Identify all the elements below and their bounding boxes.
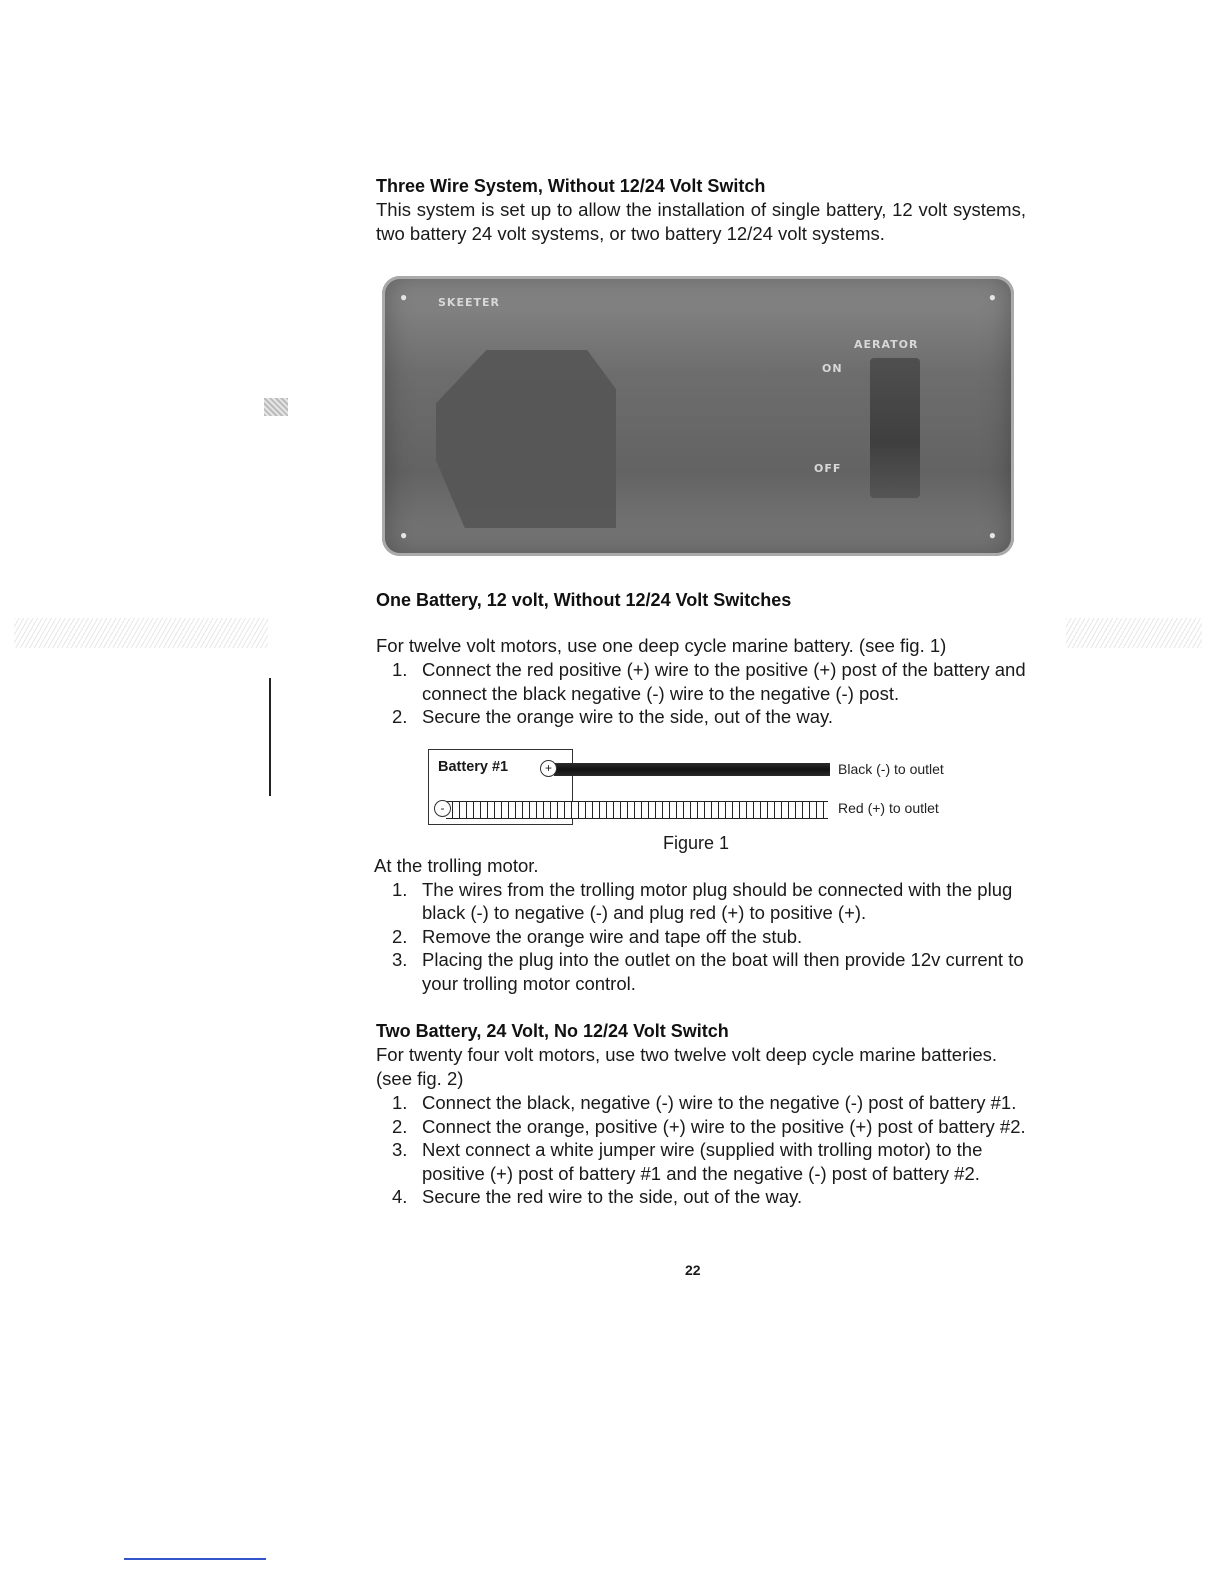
page-content xyxy=(376,174,1026,1209)
black-wire-label: Black (-) to outlet xyxy=(838,760,944,777)
figure-1-diagram xyxy=(428,749,1028,819)
panel-off-label: OFF xyxy=(814,462,842,475)
black-wire xyxy=(554,763,830,776)
paragraph-one-battery: For twelve volt motors, use one deep cycle marine battery. (see fig. 1) xyxy=(376,635,947,656)
list-item: 3. Next connect a white jumper wire (supplied with trolling motor) to the positive (+) post of battery #1 and the negative (-) post of battery #2. xyxy=(392,1139,983,1184)
negative-terminal: - xyxy=(434,800,451,817)
list-one-battery xyxy=(376,658,1026,729)
heading-one-battery: One Battery, 12 volt, Without 12/24 Volt Switches xyxy=(376,590,792,610)
heading-three-wire: Three Wire System, Without 12/24 Volt Switch xyxy=(376,176,766,196)
panel-aerator-label: AERATOR xyxy=(854,338,919,351)
footnote-rule xyxy=(124,1558,266,1560)
list-item: 1. Connect the black, negative (-) wire to the negative (-) post of battery #1. xyxy=(392,1092,1017,1113)
aerator-switch xyxy=(870,358,920,498)
paragraph-trolling: At the trolling motor. xyxy=(374,854,539,876)
list-item: 2. Secure the orange wire to the side, out of the way. xyxy=(392,706,834,727)
list-item: 2. Connect the orange, positive (+) wire to the positive (+) post of battery #2. xyxy=(392,1115,1026,1137)
page-number: 22 xyxy=(685,1262,701,1278)
list-item: 4. Secure the red wire to the side, out of the way. xyxy=(392,1186,803,1207)
red-wire xyxy=(446,801,828,819)
screw-icon: ● xyxy=(988,528,996,542)
list-item: 3. Placing the plug into the outlet on the boat will then provide 12v current to your trolling motor control. xyxy=(392,949,1024,994)
positive-terminal: + xyxy=(540,760,557,777)
panel-brand: SKEETER xyxy=(438,296,500,309)
list-two-battery xyxy=(376,1091,1026,1209)
paragraph-two-battery: For twenty four volt motors, use two twelve volt deep cycle marine batteries. (see fig. 2) xyxy=(376,1044,998,1089)
panel-on-label: ON xyxy=(822,362,843,375)
heading-two-battery: Two Battery, 24 Volt, No 12/24 Volt Switch xyxy=(376,1021,729,1041)
battery-label: Battery #1 xyxy=(438,758,509,775)
red-wire-label: Red (+) to outlet xyxy=(838,799,939,816)
scan-artifact xyxy=(264,398,288,416)
screw-icon: ● xyxy=(400,290,408,304)
scan-artifact xyxy=(14,618,268,648)
list-item: 1. Connect the red positive (+) wire to the positive (+) post of the battery and connect the black negative (-) wire to the negative (-) post. xyxy=(392,659,1026,704)
figure-1-caption: Figure 1 xyxy=(662,832,730,853)
margin-bar xyxy=(269,678,271,796)
screw-icon: ● xyxy=(400,528,408,542)
aerator-panel-photo xyxy=(382,276,1014,556)
list-item: 2. Remove the orange wire and tape off the stub. xyxy=(392,925,803,947)
list-item: 1. The wires from the trolling motor plug should be connected with the plug black (-) to negative (-) and plug red (+) to positive (+). xyxy=(392,878,1013,923)
panel-plate xyxy=(436,350,616,528)
screw-icon: ● xyxy=(988,290,996,304)
list-trolling xyxy=(376,878,1026,996)
paragraph-three-wire: This system is set up to allow the installation of single battery, 12 volt systems, two battery 24 volt systems, or two battery 12/24 volt systems. xyxy=(376,199,1026,244)
scan-artifact xyxy=(1066,618,1202,648)
